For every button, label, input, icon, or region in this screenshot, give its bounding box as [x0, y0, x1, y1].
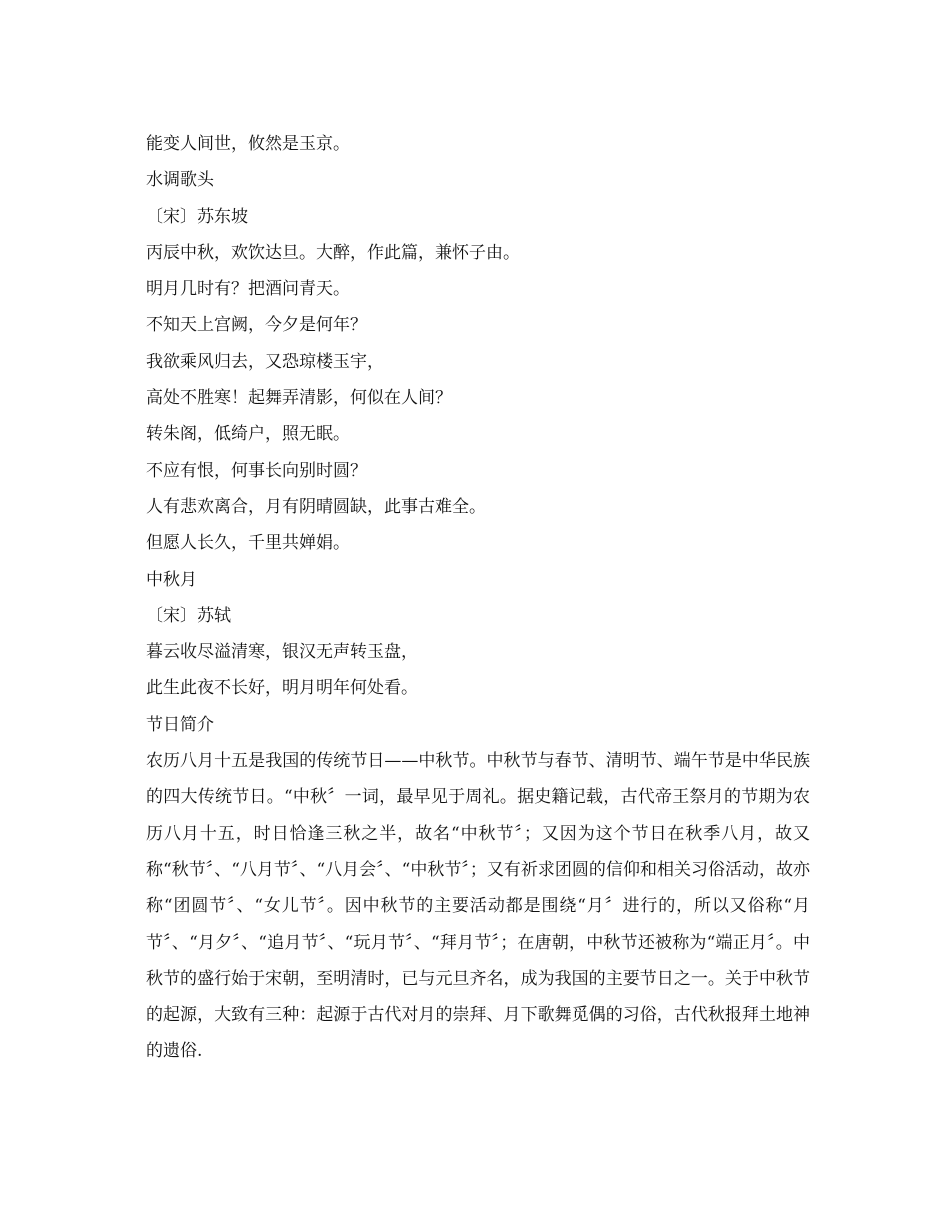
document-body [146, 126, 810, 1070]
intro-paragraph: 农历八月十五是我国的传统节日——中秋节。中秋节与春节、清明节、端午节是中华民族的四大传统节日。“中秋〞一词，最早见于周礼。据史籍记载，古代帝王祭月的节期为农历八月十五，时日恰逢三秋之半，故名“中秋节〞；又因为这个节日在秋季八月，故又称“秋节〞、“八月节〞、“八月会〞、“中秋节〞；又有祈求团圆的信仰和相关习俗活动，故亦称“团圆节〞、“女儿节〞。因中秋节的主要活动都是围绕“月〞进行的，所以又俗称“月节〞、“月夕〞、“追月节〞、“玩月节〞、“拜月节〞；在唐朝，中秋节还被称为“端正月〞。中秋节的盛行始于宋朝，至明清时，已与元旦齐名，成为我国的主要节日之一。关于中秋节的起源，大致有三种：起源于古代对月的崇拜、月下歌舞觅偶的习俗，古代秋报拜土地神的遗俗. [146, 751, 810, 1062]
poem-preface: 丙辰中秋，欢饮达旦。大醉，作此篇，兼怀子由。 [146, 242, 520, 263]
poem-line: 不应有恨，何事长向别时圆？ [146, 460, 367, 481]
poem-line: 明月几时有？把酒问青天。 [146, 279, 350, 300]
section-heading: 节日简介 [146, 714, 214, 735]
poem-line: 不知天上宫阙，今夕是何年？ [146, 315, 367, 336]
poem-line: 高处不胜寒！起舞弄清影，何似在人间？ [146, 388, 452, 409]
poem-line: 能变人间世，攸然是玉京。 [146, 134, 350, 154]
poem-author: 〔宋〕苏东坡 [146, 206, 248, 227]
poem-line: 此生此夜不长好，明月明年何处看。 [146, 678, 418, 699]
poem-title-shuidiaogetou: 水调歌头 [146, 170, 214, 191]
poem-line: 转朱阁，低绮户，照无眠。 [146, 424, 350, 445]
poem-author: 〔宋〕苏轼 [146, 605, 231, 626]
poem-title-zhongqiuyue: 中秋月 [146, 569, 197, 590]
poem-line: 人有悲欢离合，月有阴晴圆缺，此事古难全。 [146, 496, 486, 517]
poem-line: 暮云收尽溢清寒，银汉无声转玉盘， [146, 642, 418, 663]
poem-line: 但愿人长久，千里共婵娟。 [146, 533, 350, 554]
poem-line: 我欲乘风归去，又恐琼楼玉宇， [146, 351, 384, 372]
